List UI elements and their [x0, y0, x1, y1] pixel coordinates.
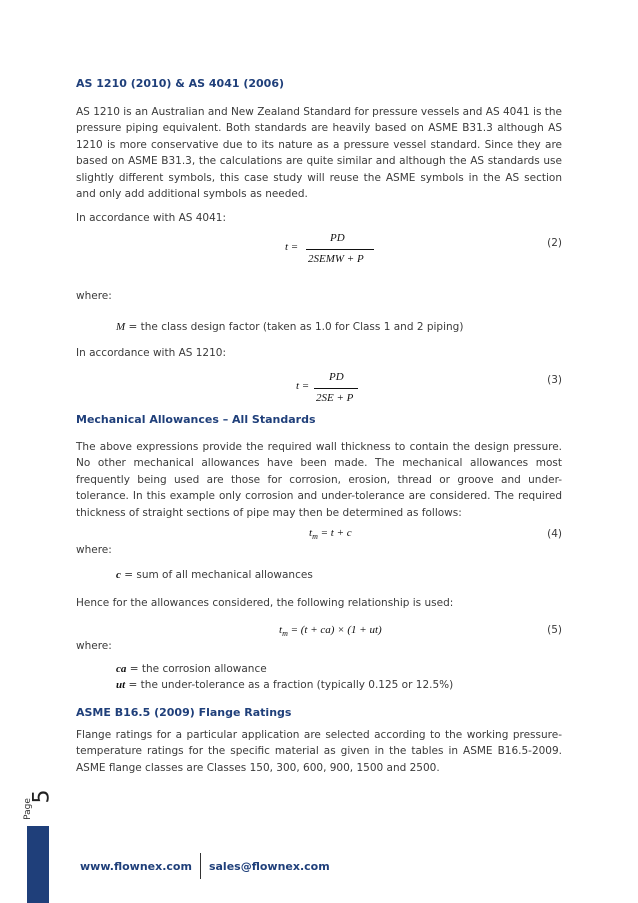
definition-M [116, 321, 463, 333]
footer-email-link[interactable]: sales@flownex.com [208, 859, 330, 873]
equation-4-expression [309, 527, 352, 541]
equation-4-lhs-subscript: m [312, 532, 318, 542]
symbol-M: M [116, 321, 126, 333]
definition-c-text: = sum of all mechanical allowances [124, 569, 313, 581]
equation-2-number: (2) [547, 237, 562, 249]
accordance-as4041: In accordance with AS 4041: [76, 212, 227, 224]
definition-ca [116, 663, 267, 675]
equation-5-expression [279, 624, 382, 638]
equation-4-number: (4) [547, 528, 562, 540]
section-heading-mechanical-allowances: Mechanical Allowances – All Standards [76, 413, 316, 426]
equation-3-numerator: PD [329, 371, 344, 383]
page-number-label [23, 782, 53, 822]
symbol-ut: ut [116, 679, 126, 691]
equation-2-numerator: PD [330, 232, 345, 244]
footer-divider [200, 853, 201, 879]
footer [80, 853, 330, 879]
paragraph-mechanical-allowances: The above expressions provide the required wall thickness to contain the design pressure. No other mechanical allowances have been made. The mechanical allowances most frequently being used are those for corrosion, erosion, thread or groove and under-tolerance. In this example only corrosion and under-tolerance are considered. The required thickness of straight sections of pipe may then be determined as follows: [76, 441, 562, 519]
section-heading-flange-ratings: ASME B16.5 (2009) Flange Ratings [76, 706, 292, 719]
definition-c [116, 569, 313, 581]
equation-5-number: (5) [547, 624, 562, 636]
equation-5-lhs: t [279, 624, 283, 636]
page-word: Page [22, 798, 33, 820]
where-label-3: where: [76, 640, 112, 652]
symbol-c: c [116, 569, 121, 581]
equation-2-lhs: t = [285, 241, 299, 253]
equation-3-fraction-bar [314, 388, 358, 389]
page-sidebar-bar [27, 826, 49, 903]
section-heading-as1210: AS 1210 (2010) & AS 4041 (2006) [76, 77, 285, 90]
equation-2-fraction-bar [306, 249, 374, 250]
definition-ut [116, 679, 453, 691]
symbol-ca: ca [116, 663, 127, 675]
where-label-2: where: [76, 544, 112, 556]
equation-5-rhs: = (t + ca) × (1 + ut) [290, 624, 382, 636]
definition-ut-text: = the under-tolerance as a fraction (typically 0.125 or 12.5%) [128, 679, 454, 691]
equation-4-rhs: = t + c [320, 527, 352, 539]
equation-3-number: (3) [547, 374, 562, 386]
page-number: 5 [29, 789, 55, 804]
paragraph-as1210-intro: AS 1210 is an Australian and New Zealand Standard for pressure vessels and AS 4041 is the pressure piping equivalent. Both standards are heavily based on ASME B31.3 although AS 1210 is more conservative due to its nature as a pressure vessel standard. Since they are based on ASME B31.3, the calculations are quite similar and although the AS standards use slightly different symbols, this case study will reuse the ASME symbols in the AS section and only add additional symbols as needed. [76, 106, 562, 201]
equation-4-lhs: t [309, 527, 313, 539]
accordance-as1210: In accordance with AS 1210: [76, 347, 227, 359]
equation-5-lhs-subscript: m [282, 629, 288, 639]
equation-2-denominator: 2SEMW + P [308, 253, 364, 265]
hence-text: Hence for the allowances considered, the following relationship is used: [76, 597, 454, 609]
where-label-1: where: [76, 290, 112, 302]
definition-M-text: = the class design factor (taken as 1.0 for Class 1 and 2 piping) [128, 321, 464, 333]
footer-website-link[interactable]: www.flownex.com [80, 859, 192, 873]
definition-ca-text: = the corrosion allowance [129, 663, 267, 675]
equation-3-denominator: 2SE + P [316, 392, 354, 404]
equation-3-lhs: t = [296, 380, 310, 392]
paragraph-flange-ratings: Flange ratings for a particular application are selected according to the working pressure-temperature ratings for the specific material as given in the tables in ASME B16.5-2009. ASME flange classes are Classes 150, 300, 600, 900, 1500 and 2500. [76, 729, 562, 774]
